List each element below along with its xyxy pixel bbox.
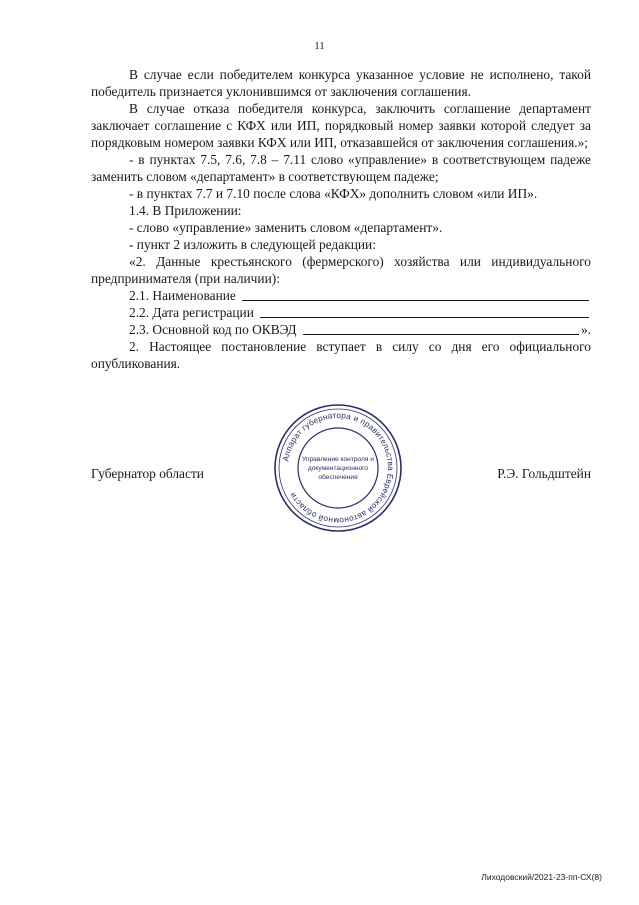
form-field-okved bbox=[91, 321, 591, 338]
form-field-name bbox=[91, 287, 591, 304]
blank-underline bbox=[242, 299, 589, 301]
paragraph: - в пунктах 7.5, 7.6, 7.8 – 7.11 слово «управление» в соответствующем падеже заменить словом «департамент» в соответствующем падеже; bbox=[91, 152, 591, 184]
seal-center-line: Управление контроля и bbox=[302, 456, 374, 463]
document-body bbox=[91, 66, 591, 372]
blank-underline bbox=[260, 316, 589, 318]
paragraph: В случае если победителем конкурса указанное условие не исполнено, такой победитель признается уклонившимся от заключения соглашения. bbox=[91, 67, 591, 99]
signatory-title: Губернатор области bbox=[91, 466, 204, 481]
paragraph: - пункт 2 изложить в следующей редакции: bbox=[129, 237, 376, 252]
paragraph: «2. Данные крестьянского (фермерского) хозяйства или индивидуального предпринимателя (при наличии): bbox=[91, 254, 591, 286]
field-label: 2.1. Наименование bbox=[129, 288, 236, 303]
seal-center-line: документационного bbox=[307, 465, 369, 472]
form-field-registration-date bbox=[91, 304, 591, 321]
blank-underline bbox=[303, 333, 579, 335]
field-label: 2.2. Дата регистрации bbox=[129, 305, 254, 320]
official-seal-icon bbox=[272, 402, 404, 534]
page-number: 11 bbox=[314, 40, 325, 52]
paragraph: В случае отказа победителя конкурса, заключить соглашение департамент заключает соглашение с КФХ или ИП, порядковый номер заявки которой следует за порядковым номером заявки КФХ или ИП, отказавшейся от заключения соглашения.»; bbox=[91, 101, 591, 150]
document-reference-footer: Лиходовский/2021-23-пп-СХ(8) bbox=[481, 872, 602, 882]
seal-center-line: обеспечения bbox=[318, 474, 358, 481]
seal-ring-text: Аппарат губернатора и правительства Еврейской автономной области bbox=[281, 410, 396, 526]
field-tail: ». bbox=[580, 322, 591, 337]
paragraph: - в пунктах 7.7 и 7.10 после слова «КФХ» дополнить словом «или ИП». bbox=[129, 186, 538, 201]
paragraph: - слово «управление» заменить словом «департамент». bbox=[129, 220, 443, 235]
closing-paragraph: 2. Настоящее постановление вступает в силу со дня его официального опубликования. bbox=[91, 339, 591, 371]
paragraph: 1.4. В Приложении: bbox=[129, 203, 242, 218]
field-label: 2.3. Основной код по ОКВЭД bbox=[129, 322, 297, 337]
signatory-name: Р.Э. Гольдштейн bbox=[497, 466, 591, 481]
